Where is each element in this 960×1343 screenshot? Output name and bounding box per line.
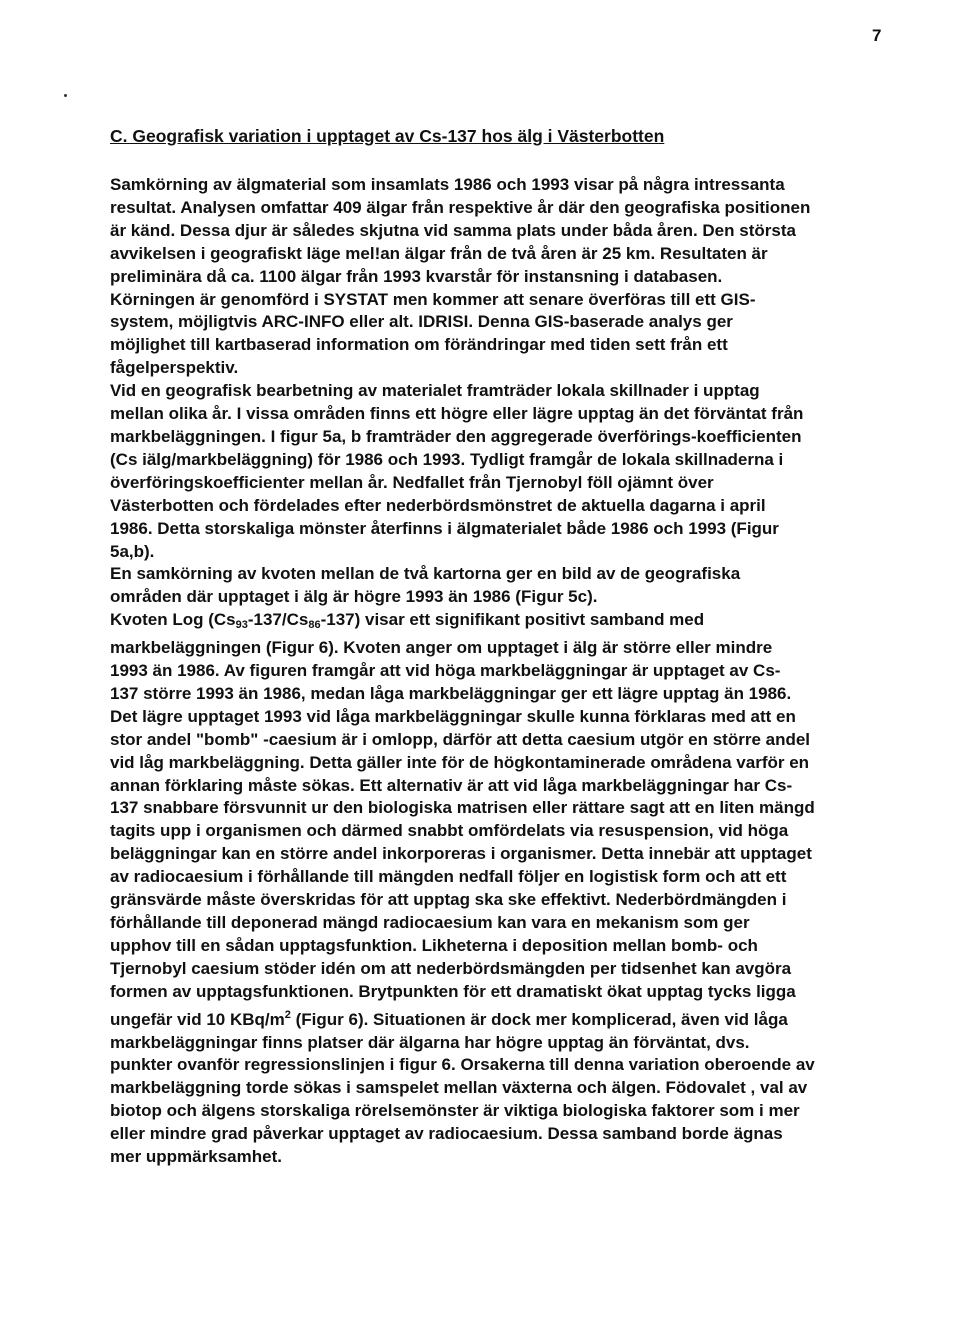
body-text [110, 174, 890, 1169]
text-line: 1993 än 1986. Av figuren framgår att vid höga markbeläggningar är upptaget av Cs- [110, 661, 781, 681]
unit-text: ungefär vid 10 KBq/m [110, 1009, 285, 1029]
text-line: beläggningar kan en större andel inkorporeras i organismer. Detta innebär att upptaget [110, 844, 812, 864]
formula-text: -137) visar ett signifikant positivt samband med [320, 610, 705, 630]
text-line: markbeläggningen. I figur 5a, b framträder den aggregerade överförings-koefficienten [110, 426, 802, 446]
text-line: stor andel "bomb" -caesium är i omlopp, därför att detta caesium utgör en större andel [110, 729, 811, 749]
text-line: möjlighet till kartbaserad information om förändringar med tiden sett från ett [110, 335, 728, 355]
text-line: biotop och älgens storskaliga rörelsemönster är viktiga biologiska faktorer som i mer [110, 1101, 800, 1121]
text-line: områden där upptaget i älg är högre 1993 än 1986 (Figur 5c). [110, 587, 598, 607]
text-line: 137 snabbare försvunnit ur den biologiska matrisen eller rättare sagt att en liten mängd [110, 798, 815, 818]
text-line: markbeläggning torde sökas i samspelet mellan växterna och älgen. Födovalet , val av [110, 1078, 808, 1098]
text-line: punkter ovanför regressionslinjen i figur 6. Orsakerna till denna variation oberoende av [110, 1055, 815, 1075]
text-line: preliminära då ca. 1100 älgar från 1993 kvarstår för instansning i databasen. [110, 266, 723, 286]
text-line: 1986. Detta storskaliga mönster återfinns i älgmaterialet både 1986 och 1993 (Figur [110, 518, 779, 538]
unit-text: (Figur 6). Situationen är dock mer komplicerad, även vid låga [290, 1009, 788, 1029]
scan-speck [64, 94, 67, 97]
text-line: En samkörning av kvoten mellan de två kartorna ger en bild av de geografiska [110, 564, 741, 584]
page-number: 7 [872, 26, 882, 45]
text-line: vid låg markbeläggning. Detta gäller inte för de högkontaminerade områdena varför en [110, 752, 810, 772]
text-line: 137 större 1993 än 1986, medan låga markbeläggningar ger ett lägre upptag än 1986. [110, 683, 792, 703]
text-line-unit [110, 1004, 890, 1032]
text-line: överföringskoefficienter mellan år. Nedfallet från Tjernobyl föll ojämnt över [110, 472, 714, 492]
text-line: 5a,b). [110, 541, 155, 561]
formula-text: -137/Cs [247, 610, 309, 630]
text-line: förhållande till deponerad mängd radiocaesium kan vara en mekanism som ger [110, 913, 750, 932]
text-line: avvikelsen i geografiskt läge mel!an älgar från de två åren är 25 km. Resultaten är [110, 243, 768, 263]
text-line: Körningen är genomförd i SYSTAT men kommer att senare överföras till ett GIS- [110, 289, 756, 309]
text-line: mellan olika år. I vissa områden finns ett högre eller lägre upptag än det förväntat från [110, 404, 804, 424]
subscript: 93 [235, 619, 248, 632]
text-line: fågelperspektiv. [110, 358, 239, 378]
text-line: eller mindre grad påverkar upptaget av radiocaesium. Dessa samband borde ägnas [110, 1124, 783, 1144]
formula-text: Kvoten Log (Cs [110, 610, 236, 630]
text-line: mer uppmärksamhet. [110, 1147, 282, 1167]
subscript: 86 [308, 619, 321, 632]
text-line: upphov till en sådan upptagsfunktion. Likheterna i deposition mellan bomb- och [110, 935, 758, 955]
text-line-formula [110, 609, 890, 637]
text-line: system, möjligtvis ARC-INFO eller alt. IDRISI. Denna GIS-baserade analys ger [110, 312, 733, 332]
text-line: Samkörning av älgmaterial som insamlats 1986 och 1993 visar på några intressanta [110, 175, 785, 194]
text-line: tagits upp i organismen och därmed snabbt omfördelats via resuspension, vid höga [110, 821, 789, 841]
text-line: annan förklaring måste sökas. Ett alternativ är att vid låga markbeläggningar har Cs- [110, 775, 793, 795]
text-line: Tjernobyl caesium stöder idén om att nederbördsmängden per tidsenhet kan avgöra [110, 958, 792, 978]
text-line: (Cs iälg/markbeläggning) för 1986 och 1993. Tydligt framgår de lokala skillnaderna i [110, 449, 784, 469]
text-line: resultat. Analysen omfattar 409 älgar från respektive år där den geografiska positionen [110, 197, 811, 217]
text-line: Det lägre upptaget 1993 vid låga markbeläggningar skulle kunna förklaras med att en [110, 706, 796, 726]
text-line: Vid en geografisk bearbetning av materialet framträder lokala skillnader i upptag [110, 381, 760, 401]
text-line: markbeläggningen (Figur 6). Kvoten anger om upptaget i älg är större eller mindre [110, 638, 773, 658]
section-heading: C. Geografisk variation i upptaget av Cs-137 hos älg i Västerbotten [110, 126, 665, 146]
text-line: är känd. Dessa djur är således skjutna vid samma plats under båda åren. Den största [110, 220, 796, 240]
superscript: 2 [284, 1008, 291, 1021]
text-line: av radiocaesium i förhållande till mängden nedfall följer en logistisk form och att ett [110, 867, 787, 887]
text-line: markbeläggningar finns platser där älgarna har högre upptag än förväntat, dvs. [110, 1032, 750, 1052]
text-line: Västerbotten och fördelades efter nederbördsmönstret de aktuella dagarna i april [110, 495, 766, 515]
text-line: formen av upptagsfunktionen. Brytpunkten för ett dramatiskt ökat upptag tycks ligga [110, 981, 796, 1001]
text-line: gränsvärde måste överskridas för att upptag ska ske effektivt. Nederbördmängden i [110, 890, 787, 910]
